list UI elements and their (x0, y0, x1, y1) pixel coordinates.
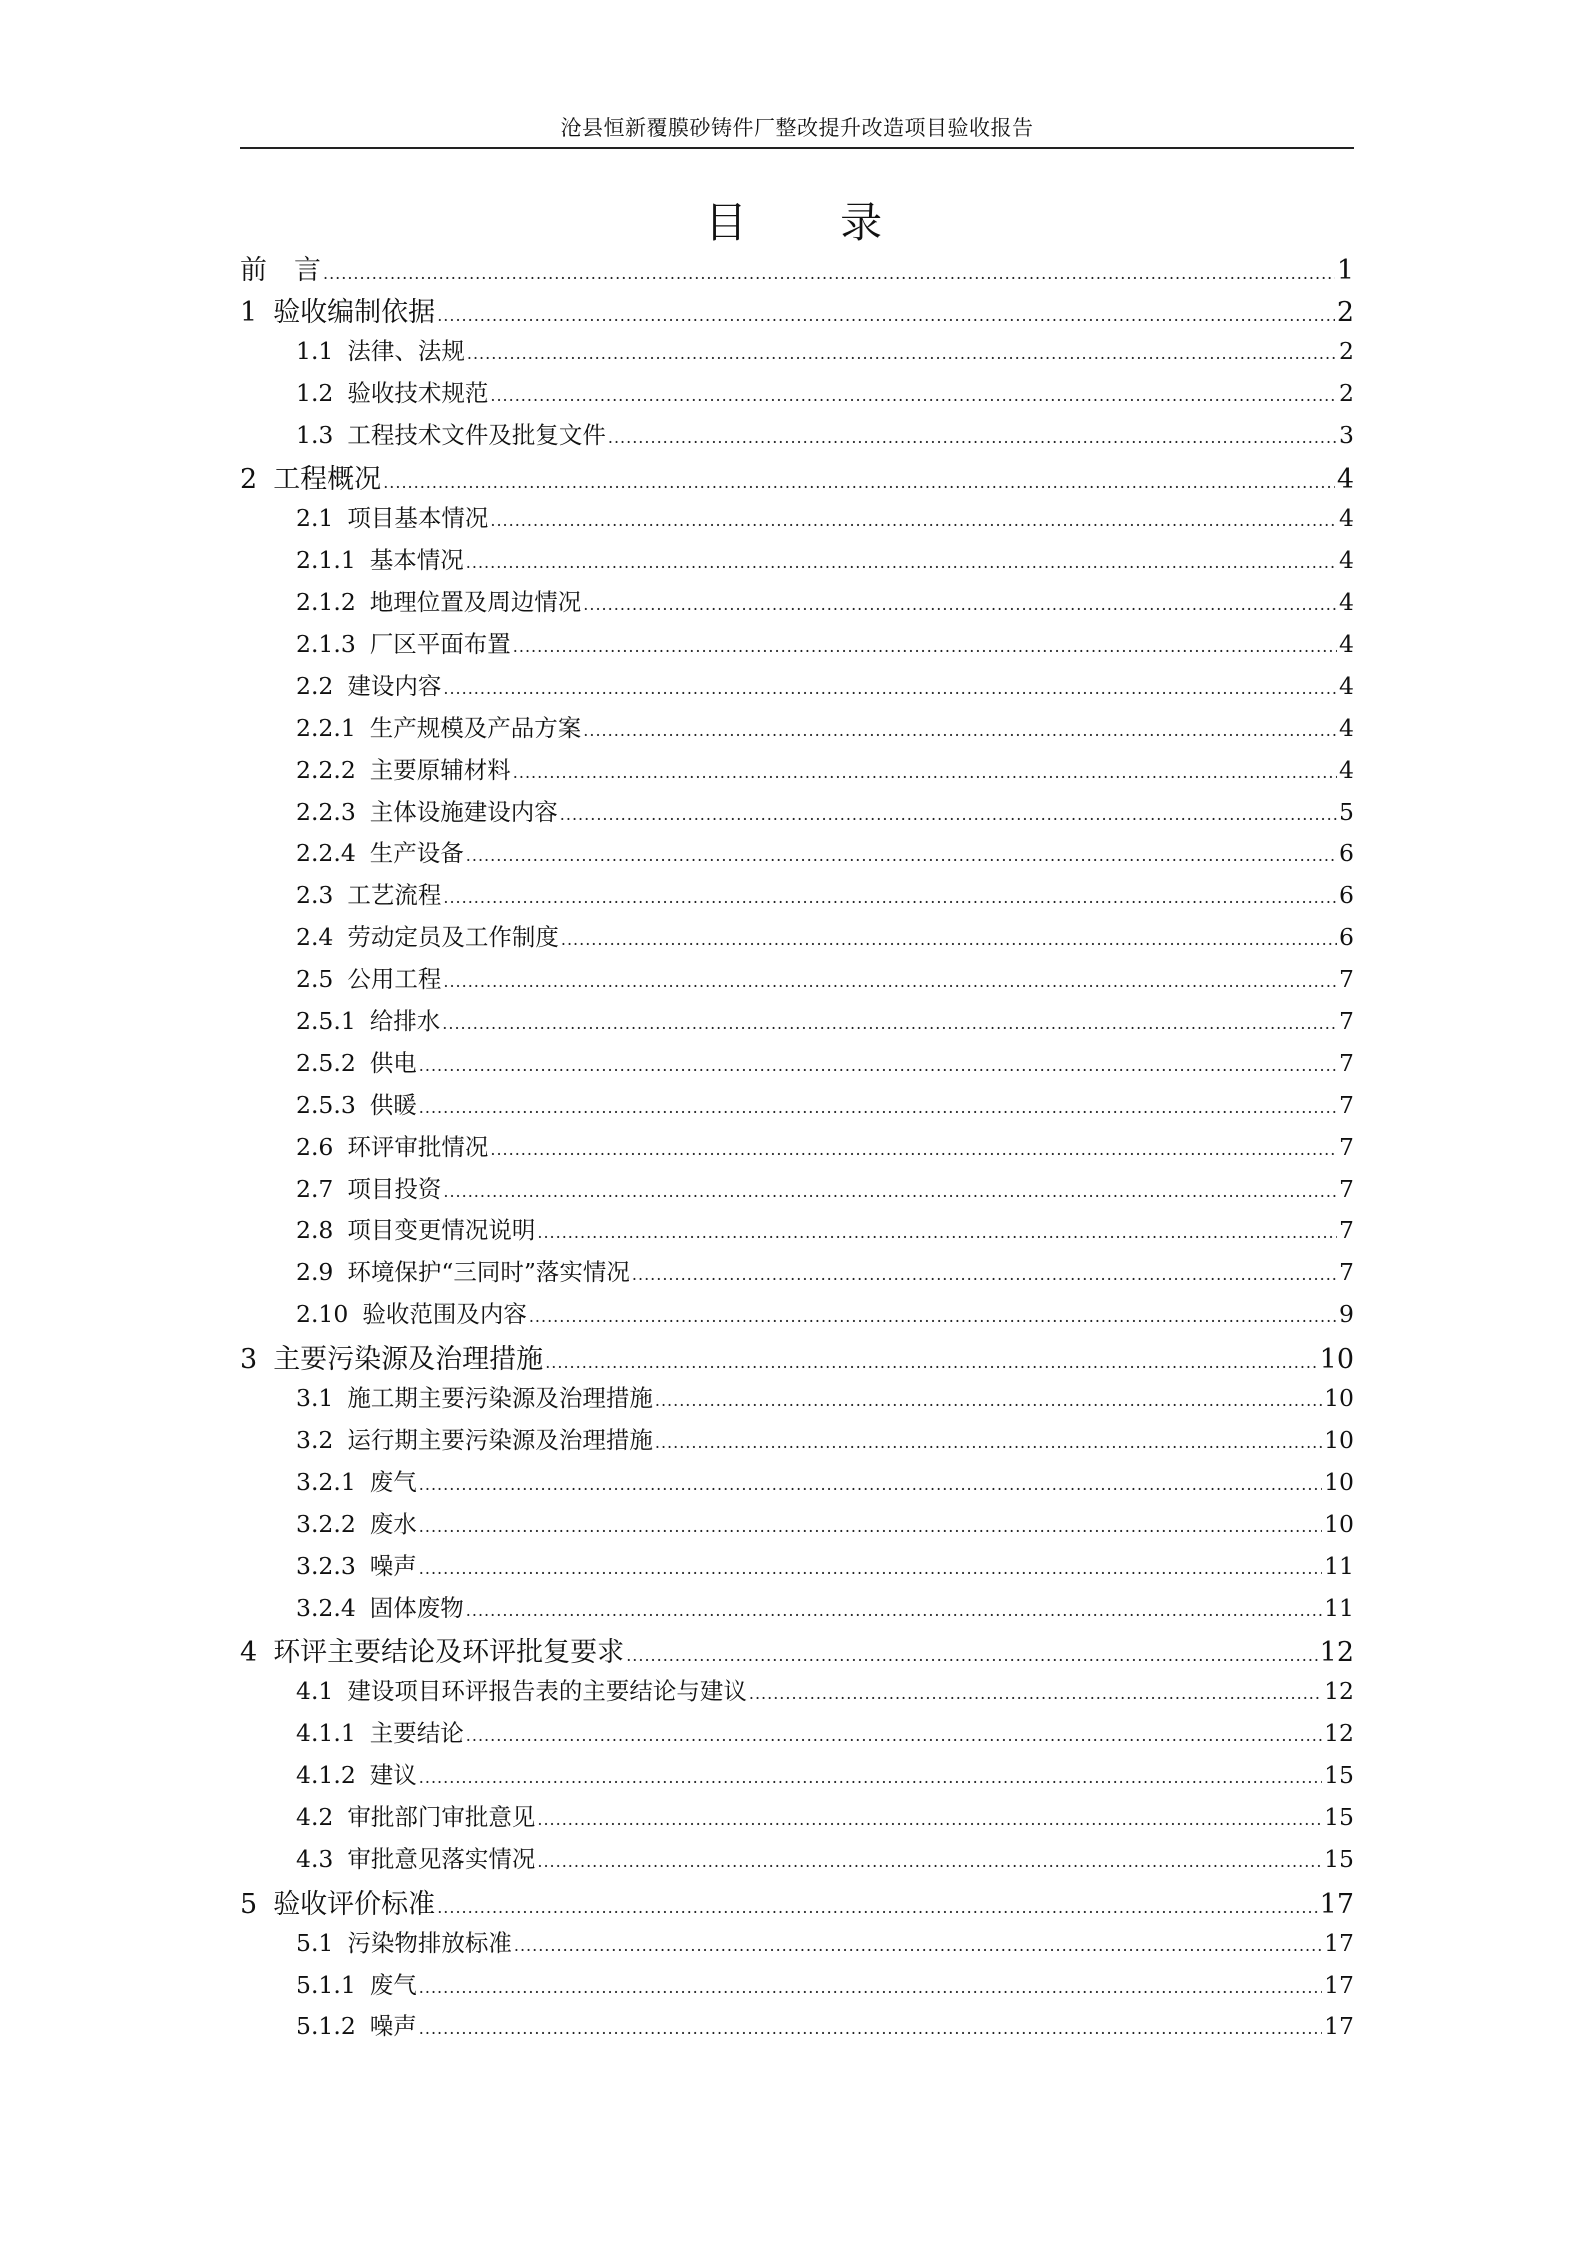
toc-entry-page: 4 (1339, 588, 1354, 617)
dot-leader (383, 473, 1335, 492)
toc-entry-label: 废水 (369, 1509, 417, 1538)
toc-entry-page: 4 (1339, 546, 1354, 575)
toc-entry-number: 3 (240, 1344, 258, 1376)
toc-entry-label: 主要污染源及治理措施 (273, 1344, 544, 1376)
toc-entry-label: 前 言 (240, 255, 321, 286)
toc-entry[interactable] (240, 1924, 1354, 1966)
toc-entry[interactable] (240, 499, 1354, 541)
toc-entry-number: 2.1.3 (296, 630, 356, 659)
dot-leader (583, 595, 1337, 614)
toc-entry[interactable] (240, 1672, 1354, 1714)
toc-entry-label: 地理位置及周边情况 (369, 588, 582, 617)
toc-entry-page: 12 (1324, 1677, 1354, 1706)
toc-entry[interactable] (240, 457, 1354, 499)
toc-entry-page: 4 (1339, 713, 1354, 742)
toc-entry[interactable] (240, 1589, 1354, 1631)
dot-leader (419, 1475, 1322, 1494)
toc-entry[interactable] (240, 1086, 1354, 1128)
toc-entry-label: 验收评价标准 (273, 1888, 436, 1920)
toc-entry-number: 5 (240, 1888, 258, 1920)
toc-entry-page: 10 (1324, 1509, 1354, 1538)
toc-entry[interactable] (240, 1463, 1354, 1505)
toc-entry-label: 项目变更情况说明 (347, 1216, 536, 1245)
dot-leader (437, 306, 1335, 325)
toc-entry-label: 生产规模及产品方案 (369, 713, 582, 742)
dot-leader (655, 1433, 1322, 1452)
toc-entry[interactable] (240, 876, 1354, 918)
toc-entry[interactable] (240, 1421, 1354, 1463)
toc-entry-number: 4.2 (296, 1802, 334, 1831)
toc-entry-label: 生产设备 (369, 839, 464, 868)
toc-entry-label: 法律、法规 (347, 336, 465, 365)
dot-leader (437, 1898, 1317, 1917)
toc-entry[interactable] (240, 583, 1354, 625)
toc-entry[interactable] (240, 667, 1354, 709)
toc-entry-page: 11 (1324, 1593, 1354, 1622)
toc-entry[interactable] (240, 751, 1354, 793)
dot-leader (419, 1517, 1322, 1536)
dot-leader (749, 1684, 1322, 1703)
toc-entry-label: 给排水 (369, 1007, 441, 1036)
toc-entry[interactable] (240, 1044, 1354, 1086)
toc-entry-number: 2.1.2 (296, 588, 356, 617)
toc-title: 目 录 (704, 198, 923, 247)
toc-entry-page: 12 (1324, 1719, 1354, 1748)
toc-entry-page: 4 (1339, 755, 1354, 784)
toc-entry-label: 审批意见落实情况 (347, 1844, 536, 1873)
toc-entry[interactable] (240, 1170, 1354, 1212)
dot-leader (323, 264, 1335, 283)
toc-entry-page: 10 (1324, 1425, 1354, 1454)
toc-entry-label: 建设项目环评报告表的主要结论与建议 (347, 1677, 747, 1706)
toc-entry[interactable] (240, 625, 1354, 667)
toc-entry-page: 12 (1319, 1637, 1354, 1669)
toc-entry-label: 公用工程 (347, 965, 442, 994)
dot-leader (529, 1307, 1337, 1326)
dot-leader (655, 1391, 1322, 1410)
toc-entry-page: 7 (1339, 1048, 1354, 1077)
dot-leader (513, 637, 1337, 656)
toc-entry-page: 7 (1339, 1174, 1354, 1203)
toc-entry[interactable] (240, 1337, 1354, 1379)
toc-entry-number: 2.9 (296, 1258, 334, 1287)
toc-entry-number: 5.1.1 (296, 1970, 356, 1999)
dot-leader (608, 428, 1337, 447)
dot-leader (537, 1810, 1322, 1829)
toc-entry-number: 3.2.1 (296, 1467, 356, 1496)
header-rule (240, 147, 1354, 149)
toc-entry-label: 验收技术规范 (347, 378, 489, 407)
toc-entry-number: 3.2.3 (296, 1551, 356, 1580)
toc-entry-label: 验收编制依据 (273, 296, 436, 328)
toc-entry-number: 2.7 (296, 1174, 334, 1203)
toc-entry-number: 1.1 (296, 336, 334, 365)
toc-entry-number: 2.2 (296, 671, 334, 700)
toc-entry[interactable] (240, 374, 1354, 416)
toc-entry-page: 4 (1339, 630, 1354, 659)
toc-entry-page: 6 (1339, 881, 1354, 910)
dot-leader (513, 763, 1337, 782)
toc-entry-page: 15 (1324, 1844, 1354, 1873)
dot-leader (443, 888, 1337, 907)
toc-entry[interactable] (240, 1211, 1354, 1253)
toc-entry-page: 11 (1324, 1551, 1354, 1580)
toc-entry-page: 10 (1319, 1344, 1354, 1376)
toc-entry[interactable] (240, 1966, 1354, 2008)
toc-entry[interactable] (240, 290, 1354, 332)
toc-entry[interactable] (240, 1798, 1354, 1840)
toc-entry[interactable] (240, 1295, 1354, 1337)
toc-entry-label: 项目投资 (347, 1174, 442, 1203)
dot-leader (467, 344, 1337, 363)
toc-entry-page: 7 (1339, 1258, 1354, 1287)
toc-entry-page: 2 (1339, 378, 1354, 407)
toc-entry-label: 工艺流程 (347, 881, 442, 910)
toc-entry-label: 噪声 (369, 2012, 417, 2041)
dot-leader (490, 511, 1337, 530)
dot-leader (466, 1726, 1322, 1745)
dot-leader (561, 930, 1337, 949)
toc-entry-label: 审批部门审批意见 (347, 1802, 536, 1831)
toc-entry[interactable] (240, 1128, 1354, 1170)
toc-entry-label: 厂区平面布置 (369, 630, 511, 659)
toc-entry[interactable] (240, 1253, 1354, 1295)
toc-entry-page: 5 (1339, 797, 1354, 826)
dot-leader (419, 1056, 1337, 1075)
toc-entry-label: 运行期主要污染源及治理措施 (347, 1425, 653, 1454)
toc-entry-page: 15 (1324, 1761, 1354, 1790)
toc-entry-number: 2.5.3 (296, 1090, 356, 1119)
dot-leader (443, 972, 1337, 991)
toc-entry[interactable] (240, 1379, 1354, 1421)
toc-entry-page: 10 (1324, 1467, 1354, 1496)
dot-leader (419, 1978, 1322, 1997)
toc-entry-number: 2.6 (296, 1132, 334, 1161)
toc-entry-page: 17 (1324, 2012, 1354, 2041)
toc-entry[interactable] (240, 1882, 1354, 1924)
dot-leader (490, 1140, 1337, 1159)
toc-entry-number: 3.2.4 (296, 1593, 356, 1622)
toc-entry-number: 5.1.2 (296, 2012, 356, 2041)
toc-entry-number: 2 (240, 464, 258, 496)
dot-leader (419, 1559, 1322, 1578)
toc-entry-number: 4.1.1 (296, 1719, 356, 1748)
toc-entry-page: 7 (1339, 1132, 1354, 1161)
toc-entry-label: 环境保护“三同时”落实情况 (347, 1258, 630, 1287)
toc-entry-number: 2.10 (296, 1300, 349, 1329)
toc-entry[interactable] (240, 332, 1354, 374)
toc-entry-page: 3 (1339, 420, 1354, 449)
dot-leader (537, 1223, 1337, 1242)
toc-entry-page: 6 (1339, 839, 1354, 868)
toc-entry[interactable] (240, 793, 1354, 835)
toc-entry-label: 施工期主要污染源及治理措施 (347, 1384, 653, 1413)
toc-entry-number: 1.2 (296, 378, 334, 407)
toc-entry[interactable] (240, 416, 1354, 458)
toc-entry-label: 污染物排放标准 (347, 1928, 512, 1957)
toc-entry-number: 2.2.2 (296, 755, 356, 784)
dot-leader (560, 805, 1337, 824)
toc-entry-page: 17 (1319, 1888, 1354, 1920)
dot-leader (466, 1601, 1322, 1620)
toc-entry-number: 2.8 (296, 1216, 334, 1245)
toc-entry-number: 2.3 (296, 881, 334, 910)
toc-entry-number: 2.1.1 (296, 546, 356, 575)
toc-entry-number: 1.3 (296, 420, 334, 449)
toc-entry-page: 7 (1339, 965, 1354, 994)
toc-entry-number: 2.5.1 (296, 1007, 356, 1036)
toc-entry-number: 1 (240, 296, 258, 328)
table-of-contents (240, 248, 1354, 2049)
toc-entry-label: 基本情况 (369, 546, 464, 575)
dot-leader (466, 553, 1337, 572)
toc-entry-page: 7 (1339, 1090, 1354, 1119)
toc-entry[interactable] (240, 834, 1354, 876)
toc-entry[interactable] (240, 1547, 1354, 1589)
dot-leader (443, 679, 1337, 698)
toc-entry-number: 5.1 (296, 1928, 334, 1957)
toc-entry-page: 10 (1324, 1384, 1354, 1413)
toc-entry-page: 4 (1339, 671, 1354, 700)
toc-entry-page: 6 (1339, 923, 1354, 952)
toc-entry-label: 工程概况 (273, 464, 382, 496)
toc-entry-label: 工程技术文件及批复文件 (347, 420, 606, 449)
toc-entry[interactable] (240, 1002, 1354, 1044)
toc-entry-number: 2.2.1 (296, 713, 356, 742)
toc-entry-page: 17 (1324, 1928, 1354, 1957)
toc-entry-page: 2 (1339, 336, 1354, 365)
toc-entry-label: 噪声 (369, 1551, 417, 1580)
toc-entry-number: 4.3 (296, 1844, 334, 1873)
toc-entry-label: 劳动定员及工作制度 (347, 923, 559, 952)
toc-entry-number: 3.2.2 (296, 1509, 356, 1538)
dot-leader (442, 1014, 1337, 1033)
toc-entry-label: 验收范围及内容 (362, 1300, 527, 1329)
toc-entry-label: 环评审批情况 (347, 1132, 489, 1161)
toc-entry[interactable] (240, 709, 1354, 751)
toc-entry-label: 固体废物 (369, 1593, 464, 1622)
toc-entry-number: 2.2.3 (296, 797, 356, 826)
toc-entry-label: 主要结论 (369, 1719, 464, 1748)
toc-entry-number: 4 (240, 1637, 258, 1669)
toc-entry[interactable] (240, 1714, 1354, 1756)
toc-entry-label: 供暖 (369, 1090, 417, 1119)
toc-entry-label: 建议 (369, 1761, 417, 1790)
toc-entry[interactable] (240, 1630, 1354, 1672)
toc-entry-number: 2.5.2 (296, 1048, 356, 1077)
toc-entry-label: 废气 (369, 1970, 417, 1999)
toc-entry-label: 主要原辅材料 (369, 755, 511, 784)
toc-entry-page: 4 (1336, 464, 1354, 496)
toc-entry-number: 2.1 (296, 504, 334, 533)
toc-entry-page: 7 (1339, 1007, 1354, 1036)
dot-leader (514, 1936, 1322, 1955)
dot-leader (419, 1098, 1337, 1117)
toc-entry[interactable] (240, 541, 1354, 583)
toc-entry[interactable] (240, 1756, 1354, 1798)
toc-entry-label: 废气 (369, 1467, 417, 1496)
toc-entry-page: 15 (1324, 1802, 1354, 1831)
dot-leader (537, 1852, 1322, 1871)
toc-entry[interactable] (240, 1840, 1354, 1882)
dot-leader (419, 1768, 1322, 1787)
toc-entry-page: 9 (1339, 1300, 1354, 1329)
toc-entry-label: 项目基本情况 (347, 504, 489, 533)
dot-leader (626, 1646, 1317, 1665)
dot-leader (583, 721, 1337, 740)
dot-leader (466, 846, 1337, 865)
toc-entry-label: 供电 (369, 1048, 417, 1077)
toc-entry-label: 建设内容 (347, 671, 442, 700)
dot-leader (419, 2019, 1322, 2038)
toc-entry-page: 7 (1339, 1216, 1354, 1245)
dot-leader (545, 1353, 1317, 1372)
dot-leader (632, 1265, 1337, 1284)
toc-entry-number: 4.1 (296, 1677, 334, 1706)
toc-entry-page: 17 (1324, 1970, 1354, 1999)
toc-entry-page: 1 (1336, 255, 1354, 286)
toc-entry-number: 2.4 (296, 923, 334, 952)
toc-entry-label: 环评主要结论及环评批复要求 (273, 1637, 625, 1669)
running-header: 沧县恒新覆膜砂铸件厂整改提升改造项目验收报告 (560, 116, 1034, 140)
dot-leader (490, 386, 1337, 405)
dot-leader (443, 1182, 1337, 1201)
toc-entry-number: 2.5 (296, 965, 334, 994)
toc-entry-number: 2.2.4 (296, 839, 356, 868)
toc-entry-page: 2 (1336, 296, 1354, 328)
toc-entry-page: 4 (1339, 504, 1354, 533)
toc-entry-number: 3.2 (296, 1425, 334, 1454)
toc-entry[interactable] (240, 248, 1354, 290)
toc-entry[interactable] (240, 918, 1354, 960)
toc-entry-number: 4.1.2 (296, 1761, 356, 1790)
toc-entry[interactable] (240, 1505, 1354, 1547)
toc-entry-label: 主体设施建设内容 (369, 797, 558, 826)
toc-entry[interactable] (240, 2007, 1354, 2049)
toc-entry-number: 3.1 (296, 1384, 334, 1413)
toc-entry[interactable] (240, 960, 1354, 1002)
